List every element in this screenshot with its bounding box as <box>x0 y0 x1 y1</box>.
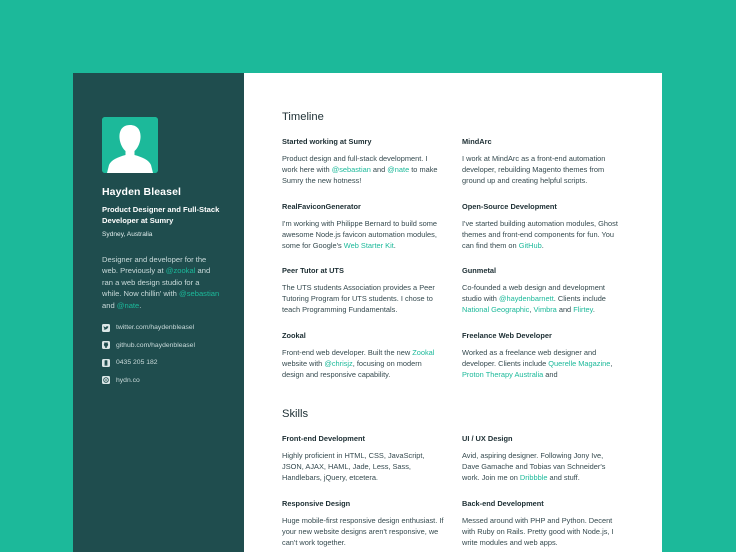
text-segment: I work at MindArc as a front-end automation developer, rebuilding Magento themes from ground up and creating helpful scripts. <box>462 154 606 186</box>
timeline-entry-title: MindArc <box>462 137 492 146</box>
inline-link[interactable]: @nate <box>116 300 140 310</box>
skill-entry-desc <box>462 450 622 484</box>
contact-twitter[interactable] <box>102 323 234 332</box>
skills-grid <box>282 434 662 552</box>
skill-entry-title: Responsive Design <box>282 499 351 508</box>
text-segment: Messed around with PHP and Python. Decent with Ruby on Rails. Pretty good with Node.js, I write modules and web apps. <box>462 516 614 548</box>
timeline-entry-desc <box>462 153 622 187</box>
twitter-icon <box>102 324 110 332</box>
text-segment: , <box>610 358 613 368</box>
text-segment: I've started building automation modules, Ghost themes and front-end components for fun. You can find them on <box>462 218 618 250</box>
text-segment: The UTS students Association provides a Peer Tutoring Program for UTS students. I chose to teach Programming Fundamentals. <box>282 283 435 315</box>
profile-role: Product Designer and Full-Stack Developer at Sumry <box>102 205 220 225</box>
inline-link[interactable]: National Geographic <box>462 305 530 315</box>
contact-phone[interactable] <box>102 358 234 367</box>
text-segment: Highly proficient in HTML, CSS, JavaScript, JSON, AJAX, HAML, Jade, Less, Sass, Handlebars, jQuery, etcetera. <box>282 451 425 483</box>
inline-link[interactable]: Vimbra <box>533 305 557 315</box>
text-segment: . <box>393 240 396 250</box>
github-icon <box>102 341 110 349</box>
text-segment: website with <box>282 358 325 368</box>
timeline-entry <box>282 137 445 202</box>
inline-link[interactable]: @zookal <box>165 266 196 276</box>
text-segment: . <box>592 305 595 315</box>
timeline-entry-title: Freelance Web Developer <box>462 330 552 340</box>
skill-entry-title: UI / UX Design <box>462 434 513 443</box>
inline-link[interactable]: @haydenbarnett <box>498 294 554 304</box>
text-segment: and <box>543 369 558 379</box>
timeline-entry-title: RealFaviconGenerator <box>282 201 361 211</box>
avatar <box>102 117 158 173</box>
timeline-entry <box>462 137 622 202</box>
timeline-grid <box>282 137 662 395</box>
text-segment: and ran a web design studio for a while. Now chillin' with <box>102 266 211 299</box>
skill-entry <box>282 434 445 499</box>
text-segment: Front-end web developer. Built the new <box>282 347 413 357</box>
skills-title: Skills <box>282 408 309 420</box>
contact-website[interactable] <box>102 376 234 385</box>
inline-link[interactable]: Querelle Magazine <box>548 358 611 368</box>
text-segment: . <box>541 240 544 250</box>
contact-phone-text: 0435 205 182 <box>116 359 158 367</box>
profile-bio <box>102 254 220 311</box>
text-segment: and <box>102 300 117 310</box>
timeline-entry <box>282 266 445 331</box>
contact-website-text: hydn.co <box>116 376 140 384</box>
text-segment: , focusing on modern design and responsive capability. <box>282 358 422 379</box>
skill-entry <box>462 434 622 499</box>
text-segment: Avid, aspiring designer. Following Jony Ive, Dave Gamache and Tobias van Schneider's work. Join me on <box>462 451 606 483</box>
inline-link[interactable]: Zookal <box>412 347 435 357</box>
timeline-entry-desc <box>462 347 622 381</box>
text-segment: to make Sumry the new hotness! <box>282 165 438 186</box>
skill-entry-desc <box>282 450 445 484</box>
inline-link[interactable]: @sebastian <box>331 165 371 175</box>
skill-entry <box>462 499 622 552</box>
text-segment: and <box>556 305 574 315</box>
inline-link[interactable]: @sebastian <box>179 289 220 299</box>
skill-entry-desc <box>282 515 445 549</box>
timeline-entry-title: Peer Tutor at UTS <box>282 266 344 275</box>
contact-github[interactable] <box>102 341 234 350</box>
timeline-entry-desc <box>282 153 445 187</box>
inline-link[interactable]: Web Starter Kit <box>343 240 394 250</box>
skill-entry-title: Front-end Development <box>282 434 365 443</box>
skill-entry-desc <box>462 515 622 549</box>
text-segment: , <box>529 305 534 315</box>
timeline-entry <box>462 266 622 331</box>
profile-sidebar <box>73 73 244 552</box>
timeline-entry-title: Gunmetal <box>462 266 497 275</box>
contact-list <box>102 323 234 385</box>
timeline-entry-desc <box>282 218 445 252</box>
text-segment: I'm working with Philippe Bernard to build some awesome Node.js favicon automation modules, some for Google's <box>282 218 438 250</box>
profile-name: Hayden Bleasel <box>102 186 182 198</box>
skill-entry <box>282 499 445 552</box>
timeline-entry <box>282 331 445 396</box>
inline-link[interactable]: Flirtey <box>573 305 593 315</box>
timeline-title: Timeline <box>282 111 324 123</box>
text-segment: and <box>370 165 388 175</box>
inline-link[interactable]: @nate <box>387 165 410 175</box>
timeline-entry-desc <box>462 282 622 316</box>
timeline-entry <box>282 202 445 267</box>
main-content <box>244 73 662 552</box>
inline-link[interactable]: @chrisjz <box>324 358 353 368</box>
timeline-entry-desc <box>462 218 622 252</box>
text-segment: . <box>139 300 142 310</box>
text-segment: Worked as a freelance web designer and developer. Clients include <box>462 347 597 368</box>
text-segment: Huge mobile-first responsive design enthusiast. If your new website designs aren't responsive, we can't work together. <box>282 516 444 548</box>
text-segment: Co-founded a web design and development studio with <box>462 283 605 304</box>
text-segment: Product design and full-stack development. I work here with <box>282 154 428 175</box>
resume-card <box>73 73 662 552</box>
inline-link[interactable]: Proton Therapy Australia <box>462 369 544 379</box>
contact-github-text: github.com/haydenbleasel <box>116 341 195 349</box>
text-segment: and stuff. <box>547 473 580 483</box>
timeline-entry <box>462 331 622 396</box>
phone-icon <box>102 359 110 367</box>
text-segment: . Clients include <box>553 294 606 304</box>
website-icon <box>102 376 110 384</box>
timeline-entry-title: Started working at Sumry <box>282 137 372 146</box>
text-segment: Designer and developer for the web. Previously at <box>102 255 207 276</box>
user-silhouette-icon <box>102 117 158 173</box>
timeline-entry-desc <box>282 282 445 316</box>
timeline-entry-title: Open-Source Development <box>462 201 557 211</box>
profile-location: Sydney, Australia <box>102 231 153 238</box>
inline-link[interactable]: Dribbble <box>519 473 548 483</box>
contact-twitter-text: twitter.com/haydenbleasel <box>116 324 195 332</box>
skill-entry-title: Back-end Development <box>462 499 544 508</box>
timeline-entry <box>462 202 622 267</box>
timeline-entry-desc <box>282 347 445 381</box>
timeline-entry-title: Zookal <box>282 330 306 340</box>
inline-link[interactable]: GitHub <box>518 240 542 250</box>
